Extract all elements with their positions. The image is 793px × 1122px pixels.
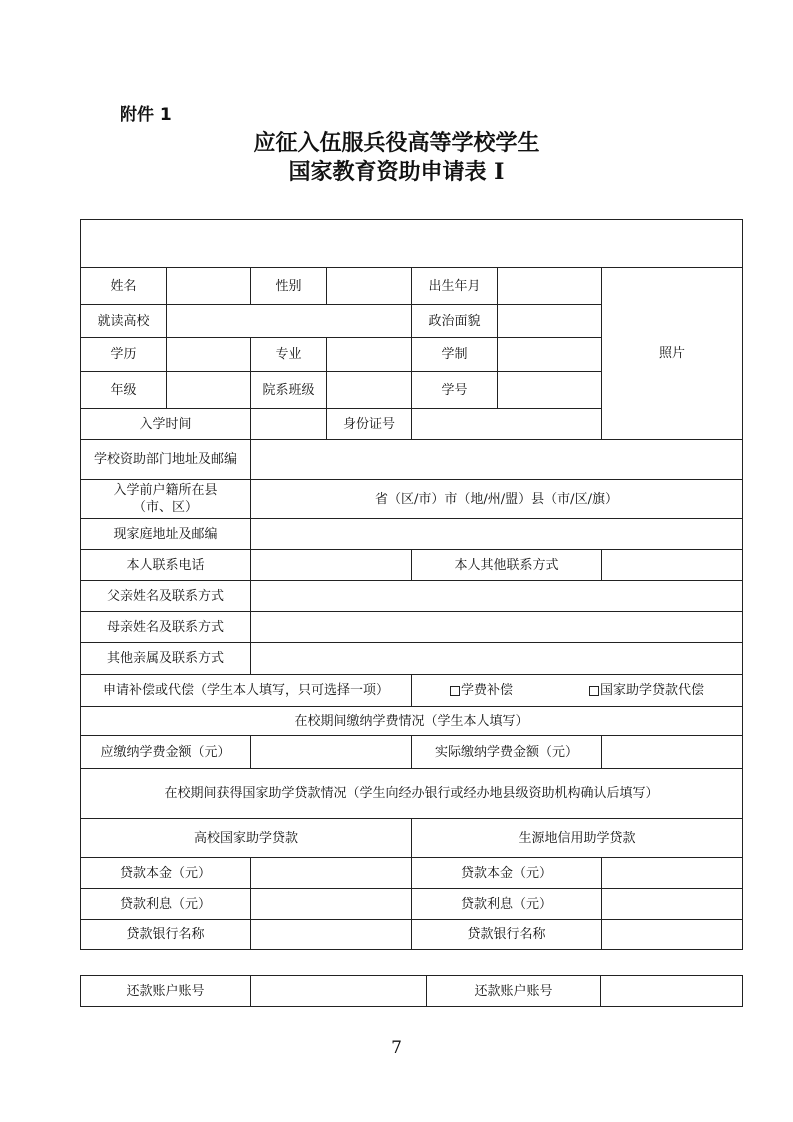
- home-address-field[interactable]: [251, 519, 743, 550]
- tuition-paid-label: 实际缴纳学费金额（元）: [412, 736, 602, 769]
- page-number: 7: [391, 1038, 402, 1058]
- dept-class-field[interactable]: [327, 372, 412, 409]
- grade-field[interactable]: [167, 372, 251, 409]
- birth-label: 出生年月: [412, 268, 498, 305]
- campus-repay-account-label: 还款账户账号: [81, 976, 251, 1007]
- other-contact-field[interactable]: [602, 550, 743, 581]
- option-loan[interactable]: [589, 682, 704, 699]
- hukou-label: [81, 480, 251, 519]
- political-label: 政治面貌: [412, 305, 498, 338]
- gender-field[interactable]: [327, 268, 412, 305]
- origin-interest-field[interactable]: [602, 889, 743, 920]
- name-field[interactable]: [167, 268, 251, 305]
- student-id-label: 学号: [412, 372, 498, 409]
- origin-principal-field[interactable]: [602, 858, 743, 889]
- origin-principal-label: 贷款本金（元）: [412, 858, 602, 889]
- major-field[interactable]: [327, 338, 412, 372]
- tuition-header: 在校期间缴纳学费情况（学生本人填写）: [81, 707, 743, 736]
- other-relative-label: 其他亲属及联系方式: [81, 643, 251, 675]
- tuition-checkbox[interactable]: [450, 686, 460, 696]
- phone-label: 本人联系电话: [81, 550, 251, 581]
- option-tuition[interactable]: [450, 682, 513, 699]
- campus-principal-field[interactable]: [251, 858, 412, 889]
- enroll-time-label: 入学时间: [81, 409, 251, 440]
- campus-bank-field[interactable]: [251, 920, 412, 950]
- birth-field[interactable]: [498, 268, 602, 305]
- political-field[interactable]: [498, 305, 602, 338]
- tuition-paid-field[interactable]: [602, 736, 743, 769]
- phone-field[interactable]: [251, 550, 412, 581]
- tuition-due-field[interactable]: [251, 736, 412, 769]
- origin-bank-label: 贷款银行名称: [412, 920, 602, 950]
- attachment-label: 附件 1: [120, 105, 172, 125]
- apply-choice-label: 申请补偿或代偿（学生本人填写，只可选择一项）: [81, 675, 412, 707]
- origin-loan-header: 生源地信用助学贷款: [412, 819, 743, 858]
- origin-repay-account-field[interactable]: [601, 976, 743, 1007]
- option-loan-label: 国家助学贷款代偿: [599, 683, 704, 698]
- school-field[interactable]: [167, 305, 412, 338]
- school-aid-address-label: 学校资助部门地址及邮编: [81, 440, 251, 480]
- duration-label: 学制: [412, 338, 498, 372]
- mother-field[interactable]: [251, 612, 743, 643]
- campus-interest-label: 贷款利息（元）: [81, 889, 251, 920]
- other-contact-label: 本人其他联系方式: [412, 550, 602, 581]
- campus-repay-account-field[interactable]: [251, 976, 427, 1007]
- gender-label: 性别: [251, 268, 327, 305]
- father-label: 父亲姓名及联系方式: [81, 581, 251, 612]
- duration-field[interactable]: [498, 338, 602, 372]
- hukou-label-line2: （市、区）: [132, 500, 198, 515]
- education-label: 学历: [81, 338, 167, 372]
- origin-bank-field[interactable]: [602, 920, 743, 950]
- photo-label: 照片: [659, 346, 686, 361]
- mother-label: 母亲姓名及联系方式: [81, 612, 251, 643]
- school-label: 就读高校: [81, 305, 167, 338]
- hukou-label-line1: 入学前户籍所在县: [113, 483, 218, 498]
- application-form-table: [80, 219, 743, 950]
- campus-principal-label: 贷款本金（元）: [81, 858, 251, 889]
- home-address-label: 现家庭地址及邮编: [81, 519, 251, 550]
- education-field[interactable]: [167, 338, 251, 372]
- photo-box[interactable]: [602, 268, 743, 440]
- school-aid-address-field[interactable]: [251, 440, 743, 480]
- origin-repay-account-label: 还款账户账号: [427, 976, 601, 1007]
- loan-checkbox[interactable]: [589, 686, 599, 696]
- campus-bank-label: 贷款银行名称: [81, 920, 251, 950]
- form-title-line2: 国家教育资助申请表 I: [288, 159, 505, 185]
- dept-class-label: 院系班级: [251, 372, 327, 409]
- grade-label: 年级: [81, 372, 167, 409]
- option-tuition-label: 学费补偿: [460, 683, 513, 698]
- hukou-field[interactable]: 省（区/市）市（地/州/盟）县（市/区/旗）: [251, 480, 743, 519]
- campus-interest-field[interactable]: [251, 889, 412, 920]
- id-number-field[interactable]: [412, 409, 602, 440]
- name-label: 姓名: [81, 268, 167, 305]
- other-relative-field[interactable]: [251, 643, 743, 675]
- student-id-field[interactable]: [498, 372, 602, 409]
- personal-info-header: [81, 220, 743, 268]
- major-label: 专业: [251, 338, 327, 372]
- father-field[interactable]: [251, 581, 743, 612]
- enroll-time-field[interactable]: [251, 409, 327, 440]
- origin-interest-label: 贷款利息（元）: [412, 889, 602, 920]
- campus-loan-header: 高校国家助学贷款: [81, 819, 412, 858]
- loan-header: 在校期间获得国家助学贷款情况（学生向经办银行或经办地县级资助机构确认后填写）: [81, 769, 743, 819]
- id-number-label: 身份证号: [327, 409, 412, 440]
- tuition-due-label: 应缴纳学费金额（元）: [81, 736, 251, 769]
- form-title-line1: 应征入伍服兵役高等学校学生: [253, 130, 540, 156]
- apply-options: [412, 675, 743, 707]
- repayment-account-table: [80, 975, 743, 1007]
